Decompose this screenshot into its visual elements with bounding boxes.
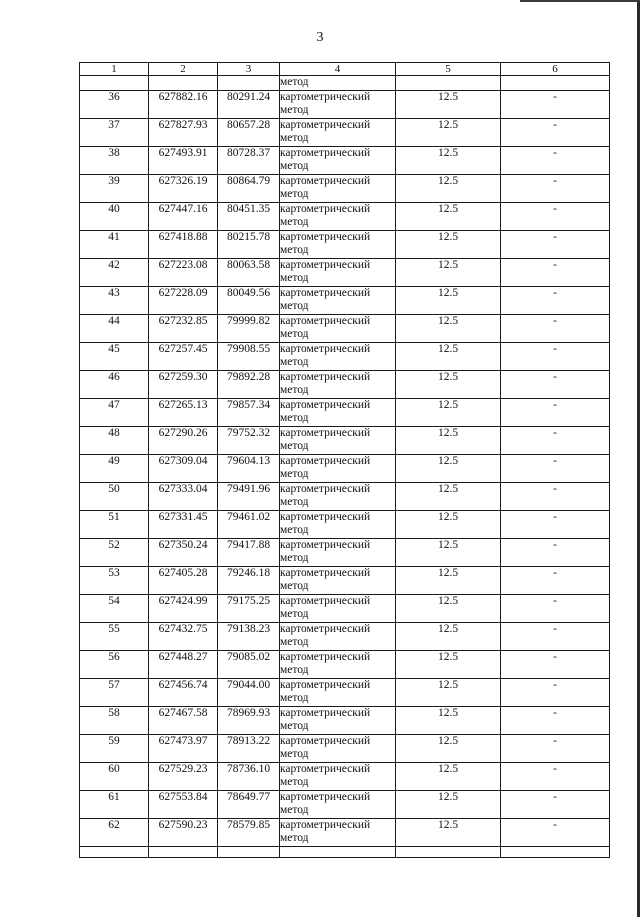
empty-cell [80, 847, 149, 858]
method-cell: картометрический метод [280, 595, 396, 623]
point-number-cell: 59 [80, 735, 149, 763]
point-number-cell: 51 [80, 511, 149, 539]
header-row [80, 63, 610, 76]
accuracy-cell: 12.5 [396, 819, 501, 847]
table-row [80, 91, 610, 119]
y-coordinate-cell: 79604.13 [218, 455, 280, 483]
table-row [80, 651, 610, 679]
accuracy-cell: 12.5 [396, 791, 501, 819]
y-coordinate-cell: 79138.23 [218, 623, 280, 651]
accuracy-cell: 12.5 [396, 371, 501, 399]
y-coordinate-cell: 78913.22 [218, 735, 280, 763]
method-cell: картометрический метод [280, 371, 396, 399]
empty-cell [501, 847, 610, 858]
note-cell: - [501, 679, 610, 707]
method-cell: картометрический метод [280, 623, 396, 651]
header-col-2: 2 [149, 63, 218, 76]
note-cell: - [501, 287, 610, 315]
accuracy-cell: 12.5 [396, 203, 501, 231]
note-cell: - [501, 259, 610, 287]
table-row [80, 315, 610, 343]
accuracy-cell: 12.5 [396, 231, 501, 259]
x-coordinate-cell: 627232.85 [149, 315, 218, 343]
table-row [80, 287, 610, 315]
method-cell: картометрический метод [280, 819, 396, 847]
y-coordinate-cell: 79085.02 [218, 651, 280, 679]
note-cell: - [501, 343, 610, 371]
method-cell: картометрический метод [280, 203, 396, 231]
table-row [80, 567, 610, 595]
table-row [80, 707, 610, 735]
y-coordinate-cell: 78579.85 [218, 819, 280, 847]
table-row [80, 819, 610, 847]
point-number-cell: 53 [80, 567, 149, 595]
note-cell: - [501, 595, 610, 623]
accuracy-cell: 12.5 [396, 511, 501, 539]
point-number-cell: 57 [80, 679, 149, 707]
table-row [80, 147, 610, 175]
x-coordinate-cell: 627265.13 [149, 399, 218, 427]
method-cell: картометрический метод [280, 175, 396, 203]
point-number-cell: 44 [80, 315, 149, 343]
point-number-cell: 61 [80, 791, 149, 819]
note-cell: - [501, 119, 610, 147]
method-cell: картометрический метод [280, 119, 396, 147]
accuracy-cell: 12.5 [396, 315, 501, 343]
note-cell: - [501, 455, 610, 483]
header-col-4: 4 [280, 63, 396, 76]
method-cell: картометрический метод [280, 735, 396, 763]
note-cell: - [501, 91, 610, 119]
accuracy-cell: 12.5 [396, 259, 501, 287]
method-cell: картометрический метод [280, 147, 396, 175]
x-coordinate-cell: 627259.30 [149, 371, 218, 399]
point-number-cell: 42 [80, 259, 149, 287]
point-number-cell: 46 [80, 371, 149, 399]
accuracy-cell: 12.5 [396, 679, 501, 707]
x-coordinate-cell: 627309.04 [149, 455, 218, 483]
point-number-cell: 55 [80, 623, 149, 651]
method-cell: картометрический метод [280, 791, 396, 819]
point-number-cell: 37 [80, 119, 149, 147]
y-coordinate-cell: 80864.79 [218, 175, 280, 203]
accuracy-cell: 12.5 [396, 651, 501, 679]
y-coordinate-cell: 78736.10 [218, 763, 280, 791]
method-cell: картометрический метод [280, 511, 396, 539]
table-body [80, 76, 610, 858]
accuracy-cell: 12.5 [396, 147, 501, 175]
x-coordinate-cell: 627257.45 [149, 343, 218, 371]
point-number-cell: 47 [80, 399, 149, 427]
accuracy-cell: 12.5 [396, 119, 501, 147]
note-cell: - [501, 147, 610, 175]
y-coordinate-cell: 79491.96 [218, 483, 280, 511]
table-row [80, 623, 610, 651]
method-cell: картометрический метод [280, 763, 396, 791]
note-cell: - [501, 539, 610, 567]
accuracy-cell: 12.5 [396, 483, 501, 511]
note-cell: - [501, 511, 610, 539]
y-coordinate-cell: 79908.55 [218, 343, 280, 371]
table-row [80, 455, 610, 483]
note-cell: - [501, 791, 610, 819]
x-coordinate-cell: 627529.23 [149, 763, 218, 791]
header-col-1: 1 [80, 63, 149, 76]
x-coordinate-cell: 627223.08 [149, 259, 218, 287]
accuracy-cell: 12.5 [396, 455, 501, 483]
note-cell: - [501, 763, 610, 791]
method-cell: картометрический метод [280, 343, 396, 371]
accuracy-cell: 12.5 [396, 539, 501, 567]
note-cell: - [501, 231, 610, 259]
note-cell: - [501, 623, 610, 651]
accuracy-cell: 12.5 [396, 287, 501, 315]
table-row [80, 763, 610, 791]
cont-cell-1 [80, 76, 149, 91]
y-coordinate-cell: 79999.82 [218, 315, 280, 343]
table-row [80, 175, 610, 203]
accuracy-cell: 12.5 [396, 343, 501, 371]
x-coordinate-cell: 627590.23 [149, 819, 218, 847]
y-coordinate-cell: 78649.77 [218, 791, 280, 819]
x-coordinate-cell: 627827.93 [149, 119, 218, 147]
y-coordinate-cell: 79417.88 [218, 539, 280, 567]
note-cell: - [501, 427, 610, 455]
x-coordinate-cell: 627326.19 [149, 175, 218, 203]
x-coordinate-cell: 627432.75 [149, 623, 218, 651]
note-cell: - [501, 399, 610, 427]
point-number-cell: 48 [80, 427, 149, 455]
point-number-cell: 43 [80, 287, 149, 315]
header-col-3: 3 [218, 63, 280, 76]
point-number-cell: 56 [80, 651, 149, 679]
header-col-5: 5 [396, 63, 501, 76]
note-cell: - [501, 315, 610, 343]
accuracy-cell: 12.5 [396, 623, 501, 651]
note-cell: - [501, 735, 610, 763]
empty-cell [280, 847, 396, 858]
y-coordinate-cell: 79857.34 [218, 399, 280, 427]
point-number-cell: 54 [80, 595, 149, 623]
method-cell: картометрический метод [280, 427, 396, 455]
method-cell: картометрический метод [280, 231, 396, 259]
y-coordinate-cell: 80728.37 [218, 147, 280, 175]
x-coordinate-cell: 627333.04 [149, 483, 218, 511]
continuation-text: метод [280, 76, 396, 91]
method-cell: картометрический метод [280, 399, 396, 427]
table-bottom-space [80, 847, 610, 858]
scan-edge-top [520, 0, 640, 2]
y-coordinate-cell: 79175.25 [218, 595, 280, 623]
x-coordinate-cell: 627331.45 [149, 511, 218, 539]
table-row [80, 539, 610, 567]
point-number-cell: 52 [80, 539, 149, 567]
x-coordinate-cell: 627418.88 [149, 231, 218, 259]
x-coordinate-cell: 627493.91 [149, 147, 218, 175]
note-cell: - [501, 175, 610, 203]
point-number-cell: 40 [80, 203, 149, 231]
x-coordinate-cell: 627290.26 [149, 427, 218, 455]
x-coordinate-cell: 627882.16 [149, 91, 218, 119]
cont-cell-3 [218, 76, 280, 91]
y-coordinate-cell: 79044.00 [218, 679, 280, 707]
table-row [80, 735, 610, 763]
method-cell: картометрический метод [280, 287, 396, 315]
accuracy-cell: 12.5 [396, 763, 501, 791]
table-row [80, 231, 610, 259]
y-coordinate-cell: 79461.02 [218, 511, 280, 539]
table-row [80, 203, 610, 231]
point-number-cell: 45 [80, 343, 149, 371]
table-row [80, 679, 610, 707]
y-coordinate-cell: 80451.35 [218, 203, 280, 231]
point-number-cell: 38 [80, 147, 149, 175]
note-cell: - [501, 567, 610, 595]
point-number-cell: 58 [80, 707, 149, 735]
table-row [80, 511, 610, 539]
y-coordinate-cell: 79246.18 [218, 567, 280, 595]
header-col-6: 6 [501, 63, 610, 76]
table-row [80, 371, 610, 399]
table-row [80, 343, 610, 371]
table-row [80, 119, 610, 147]
method-cell: картометрический метод [280, 455, 396, 483]
note-cell: - [501, 203, 610, 231]
point-number-cell: 62 [80, 819, 149, 847]
page-number: 3 [316, 30, 324, 45]
cont-cell-2 [149, 76, 218, 91]
table-row [80, 427, 610, 455]
method-cell: картометрический метод [280, 539, 396, 567]
method-cell: картометрический метод [280, 707, 396, 735]
x-coordinate-cell: 627473.97 [149, 735, 218, 763]
y-coordinate-cell: 80657.28 [218, 119, 280, 147]
x-coordinate-cell: 627447.16 [149, 203, 218, 231]
cont-cell-5 [396, 76, 501, 91]
x-coordinate-cell: 627405.28 [149, 567, 218, 595]
accuracy-cell: 12.5 [396, 427, 501, 455]
x-coordinate-cell: 627467.58 [149, 707, 218, 735]
empty-cell [218, 847, 280, 858]
accuracy-cell: 12.5 [396, 735, 501, 763]
accuracy-cell: 12.5 [396, 175, 501, 203]
accuracy-cell: 12.5 [396, 91, 501, 119]
point-number-cell: 41 [80, 231, 149, 259]
table-row [80, 791, 610, 819]
y-coordinate-cell: 78969.93 [218, 707, 280, 735]
table-row [80, 595, 610, 623]
x-coordinate-cell: 627456.74 [149, 679, 218, 707]
method-cell: картометрический метод [280, 91, 396, 119]
y-coordinate-cell: 80063.58 [218, 259, 280, 287]
table-row [80, 399, 610, 427]
accuracy-cell: 12.5 [396, 399, 501, 427]
empty-cell [149, 847, 218, 858]
y-coordinate-cell: 80049.56 [218, 287, 280, 315]
x-coordinate-cell: 627228.09 [149, 287, 218, 315]
x-coordinate-cell: 627448.27 [149, 651, 218, 679]
table-row [80, 483, 610, 511]
cont-cell-6 [501, 76, 610, 91]
note-cell: - [501, 483, 610, 511]
point-number-cell: 36 [80, 91, 149, 119]
x-coordinate-cell: 627424.99 [149, 595, 218, 623]
point-number-cell: 39 [80, 175, 149, 203]
continuation-row [80, 76, 610, 91]
method-cell: картометрический метод [280, 679, 396, 707]
note-cell: - [501, 371, 610, 399]
accuracy-cell: 12.5 [396, 707, 501, 735]
empty-cell [396, 847, 501, 858]
table-row [80, 259, 610, 287]
x-coordinate-cell: 627350.24 [149, 539, 218, 567]
method-cell: картометрический метод [280, 651, 396, 679]
y-coordinate-cell: 80215.78 [218, 231, 280, 259]
method-cell: картометрический метод [280, 483, 396, 511]
accuracy-cell: 12.5 [396, 567, 501, 595]
point-number-cell: 50 [80, 483, 149, 511]
method-cell: картометрический метод [280, 259, 396, 287]
x-coordinate-cell: 627553.84 [149, 791, 218, 819]
method-cell: картометрический метод [280, 567, 396, 595]
point-number-cell: 60 [80, 763, 149, 791]
method-cell: картометрический метод [280, 315, 396, 343]
accuracy-cell: 12.5 [396, 595, 501, 623]
y-coordinate-cell: 79892.28 [218, 371, 280, 399]
note-cell: - [501, 819, 610, 847]
y-coordinate-cell: 79752.32 [218, 427, 280, 455]
point-number-cell: 49 [80, 455, 149, 483]
note-cell: - [501, 651, 610, 679]
y-coordinate-cell: 80291.24 [218, 91, 280, 119]
coordinates-table [79, 62, 610, 858]
note-cell: - [501, 707, 610, 735]
